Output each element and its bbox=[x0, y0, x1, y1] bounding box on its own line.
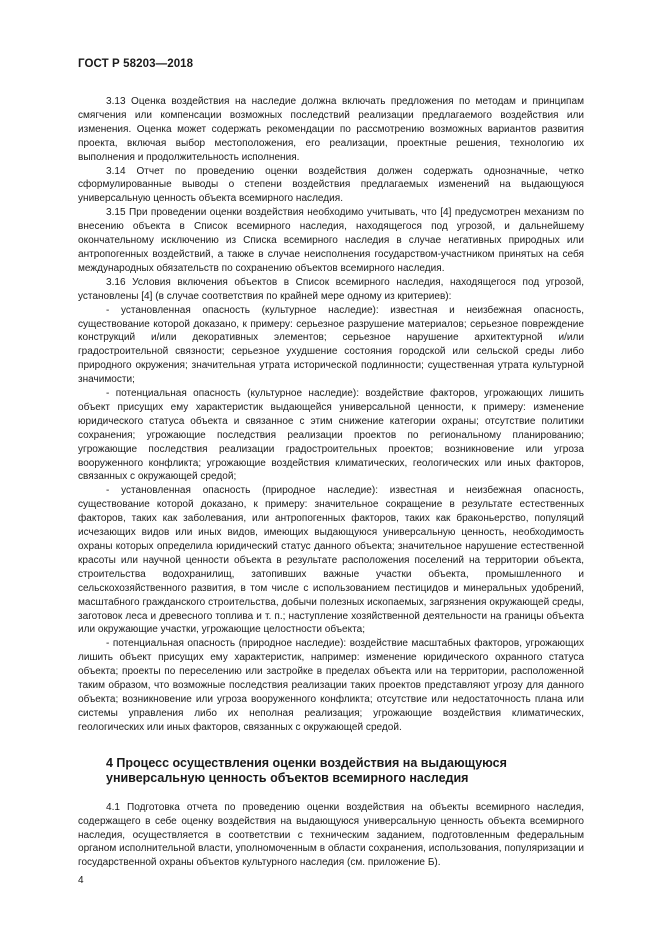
list-item-potential-cultural: - потенциальная опасность (культурное наследие): воздействие факторов, угрожающих лишить объект присущих ему характеристик выдающейся универсальной ценности, к примеру: изменение юридического статуса объекта и связанное с этим снижение категории охраны; отсутствие политики сохранения; угрожающие последствия реализации проектов по региональному планированию; угрожающие последствия реализации градостроительных проектов; возникновение или угроза вооруженного конфликта; угрожающие воздействия климатических, геологических или иных факторов, связанных с окружающей средой; bbox=[78, 388, 584, 483]
page-number: 4 bbox=[78, 875, 84, 886]
document-body bbox=[78, 95, 584, 870]
list-item-established-cultural: - установленная опасность (культурное наследие): известная и неизбежная опасность, существование которой доказано, к примеру: серьезное разрушение материалов; серьезное повреждение конструкций и/или декоративных элементов; серьезное нарушение архитектурной и/или градостроительной связности; серьезное ухудшение состояния городской или сельской среды либо природного окружения; значительная утрата исторической подлинности; существенная утрата культурной значимости; bbox=[78, 304, 584, 386]
standard-header: ГОСТ Р 58203—2018 bbox=[78, 58, 194, 70]
paragraph-3-15: 3.15 При проведении оценки воздействия необходимо учитывать, что [4] предусмотрен механизм по внесению объекта в Список всемирного наследия, находящегося под угрозой, и дальнейшему окончательному исключению из Списка всемирного наследия в случае негативных природных или антропогенных воздействий, а также в случае неисполнения государством-участником принятых на себя международных обязательств по сохранению объектов всемирного наследия. bbox=[78, 207, 584, 274]
section-4-title: 4 Процесс осуществления оценки воздействия на выдающуюся универсальную ценность объектов всемирного наследия bbox=[106, 755, 507, 786]
paragraph-3-16: 3.16 Условия включения объектов в Список всемирного наследия, находящегося под угрозой, установлены [4] (в случае соответствия по крайней мере одному из критериев): bbox=[78, 276, 584, 302]
paragraph-3-14: 3.14 Отчет по проведению оценки воздействия должен содержать однозначные, четко сформулированные выводы о степени воздействия предлагаемых изменений на выдающуюся универсальную ценность объекта всемирного наследия. bbox=[78, 165, 584, 205]
paragraph-3-13: 3.13 Оценка воздействия на наследие должна включать предложения по методам и принципам смягчения или компенсации возможных последствий реализации предлагаемого воздействия или изменения. Оценка может содержать рекомендации по рассмотрению возможных вариантов развития проекта, включая выбор местоположения, его реализации, проектные решения, технологию их выполнения и продолжительность исполнения. bbox=[78, 96, 584, 163]
list-item-established-natural: - установленная опасность (природное наследие): известная и неизбежная опасность, существование которой доказано, к примеру: значительное сокращение в результате естественных факторов, таких как заболевания, или антропогенных факторов, таких как браконьерство, популяций исчезающих видов или иных видов, имеющих выдающуюся универсальную ценность, необходимость охраны которых определила юридический статус данного объекта; значительное нарушение естественной красоты или научной ценности объекта в результате расположения поселений на территории объекта, строительства водохранилищ, затопивших важные участки объекта, промышленного и сельскохозяйственного развития, в том числе с использованием пестицидов и минеральных удобрений, масштабного гражданского строительства, добычи полезных ископаемых, загрязнения окружающей среды, заготовок леса и древесного топлива и т. п.; наступление хозяйственной деятельности на границы объекта или окружающие участки, угрожающие целостности объекта; bbox=[78, 485, 584, 636]
paragraph-4-1: 4.1 Подготовка отчета по проведению оценки воздействия на объекты всемирного наследия, содержащего в себе оценку воздействия на выдающуюся универсальную ценность объекта всемирного наследия, осуществляется в соответствии с техническим заданием, подготовленным федеральным органом исполнительной власти, уполномоченным в области сохранения, использования, популяризации и государственной охраны объектов культурного наследия (см. приложение Б). bbox=[78, 801, 584, 869]
list-item-potential-natural: - потенциальная опасность (природное наследие): воздействие масштабных факторов, угрожающих лишить объект присущих ему характеристик, например: изменение юридического охранного статуса объекта; проекты по переселению или застройке в пределах объекта или на территории, расположенной таким образом, что возможные последствия реализации таких проектов представляют угрозу для данного объекта; возникновение или угроза вооруженного конфликта; отсутствие или недостаточность плана или системы управления либо их неполная реализация; угрожающие воздействия климатических, геологических или иных факторов, связанных с окружающей средой. bbox=[78, 638, 584, 733]
